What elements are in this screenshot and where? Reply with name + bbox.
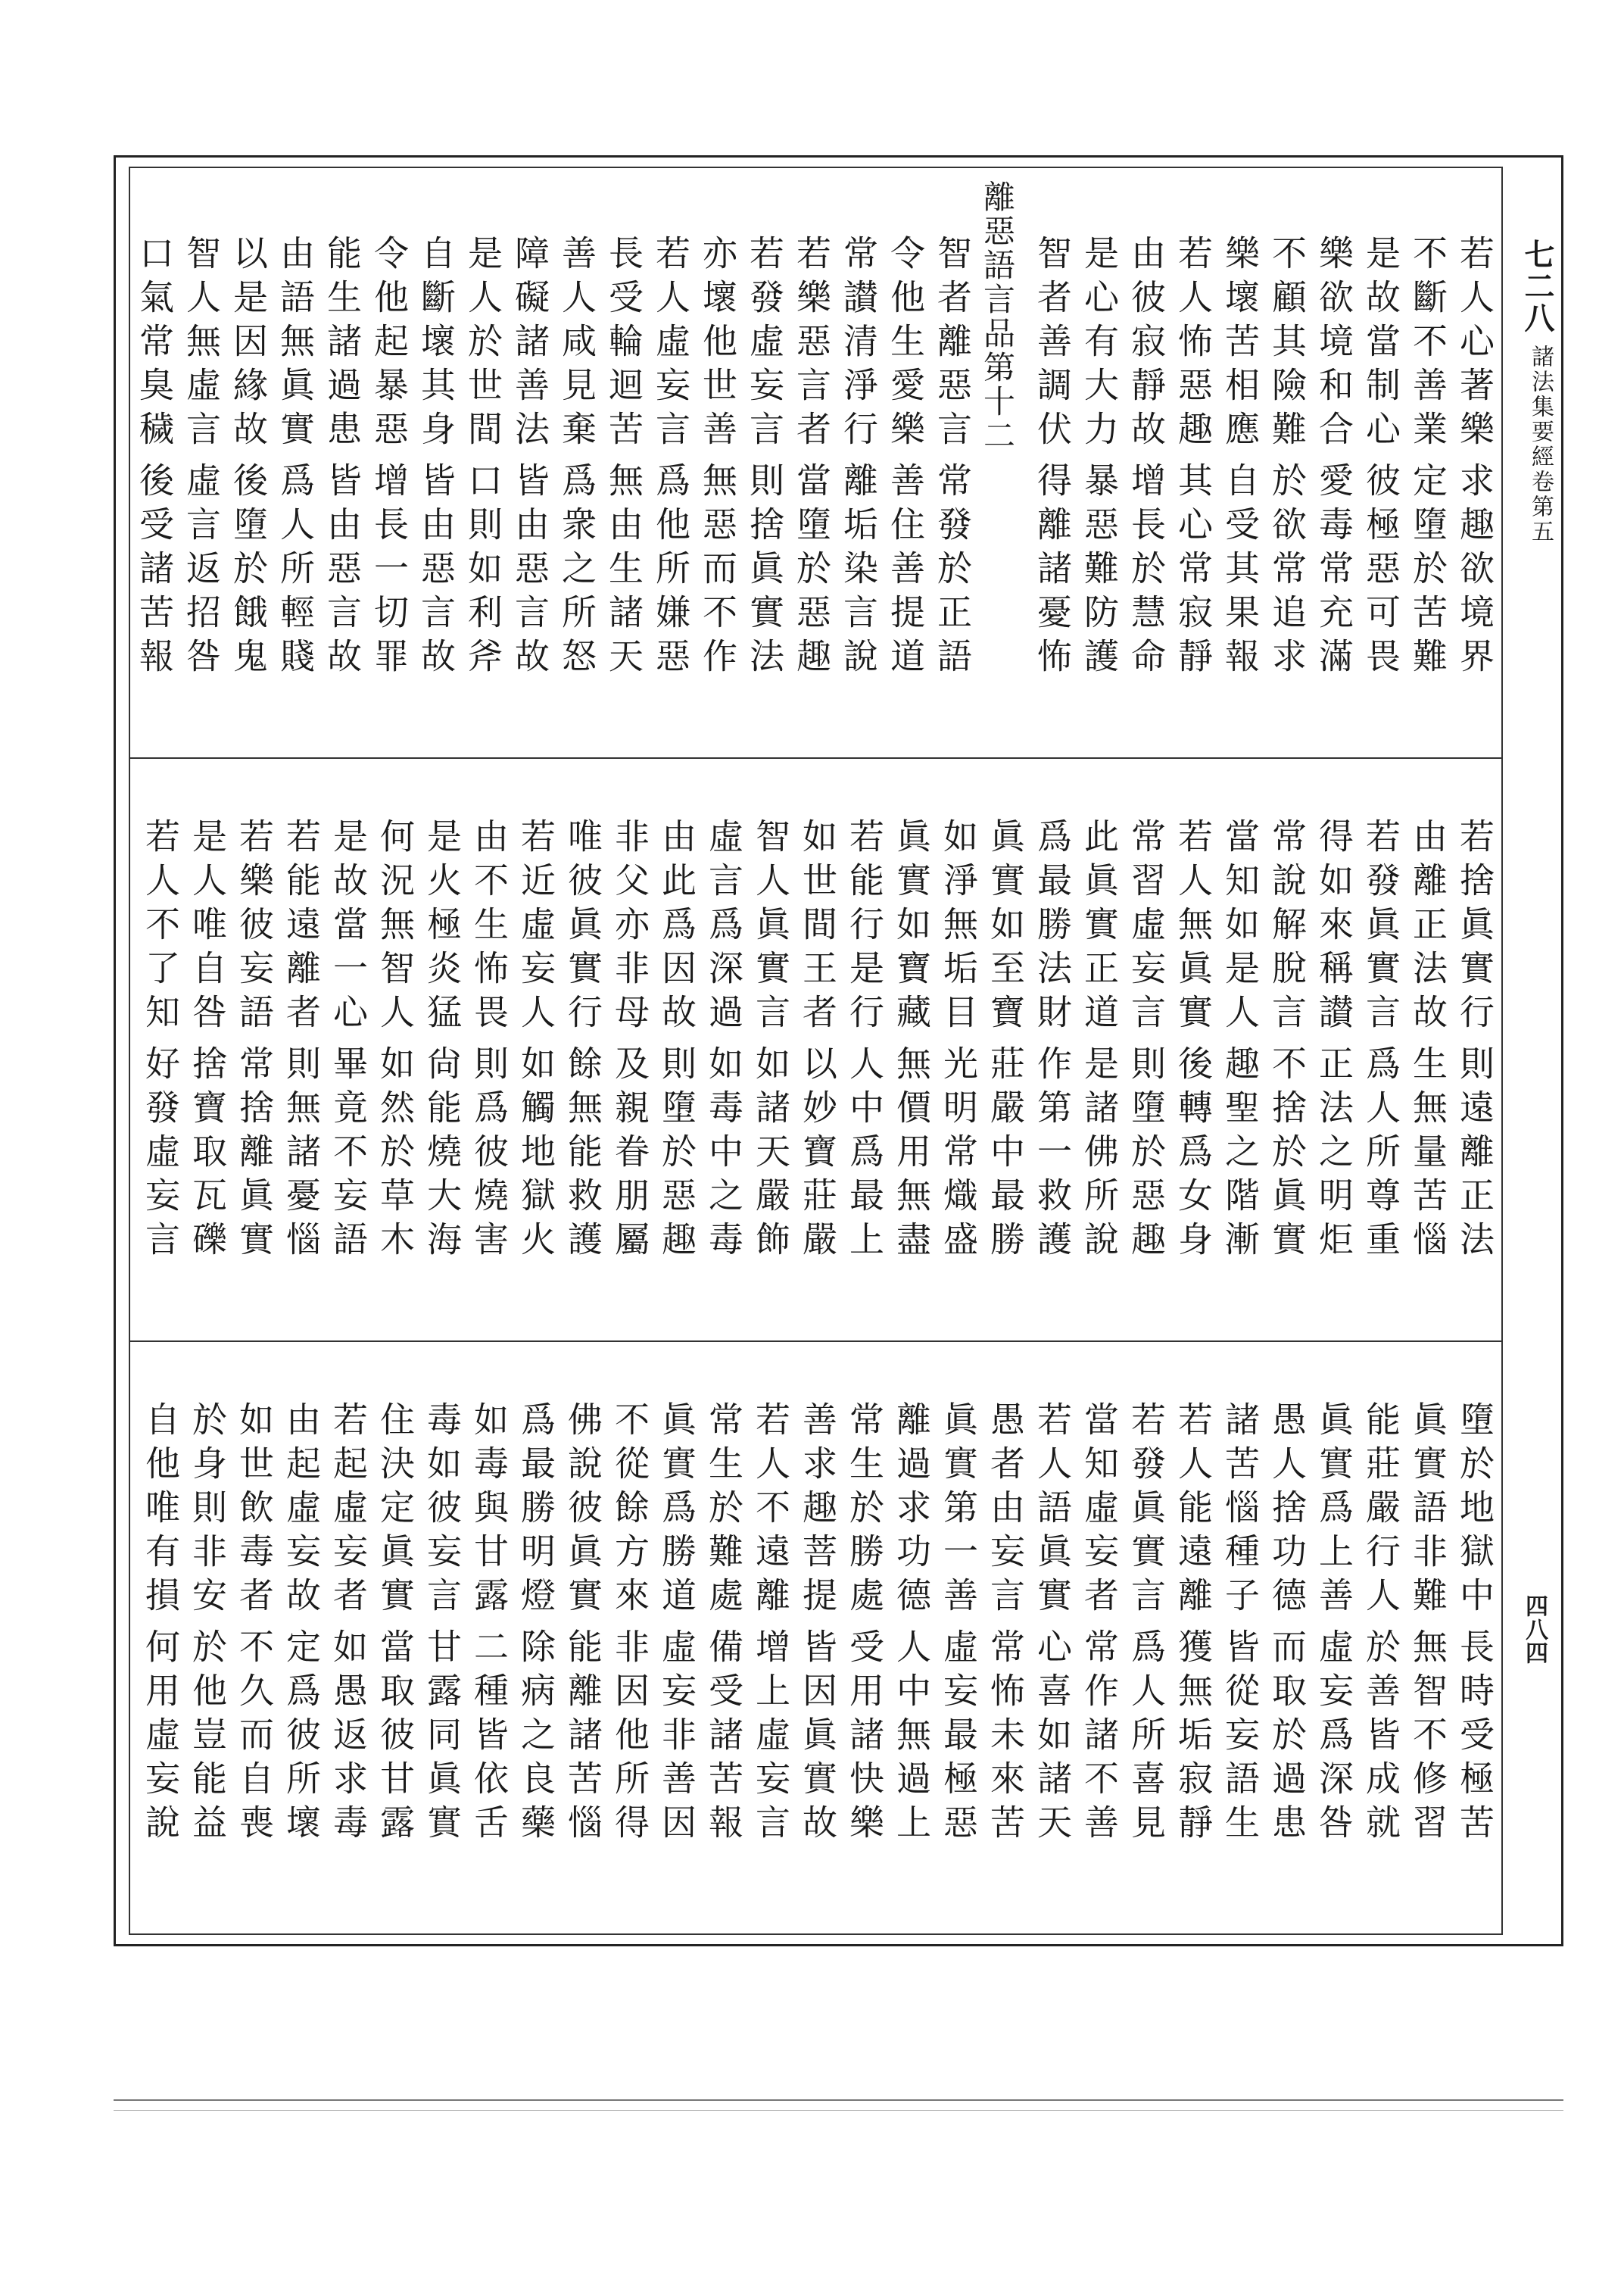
verse-upper-line: 由不生怖畏 [469, 818, 510, 1038]
verse-lower-line: 備受諸苦報 [703, 1628, 744, 1848]
verse-upper-line: 不斷不善業 [1407, 235, 1448, 454]
verse-upper-line: 若近虛妄人 [516, 818, 556, 1038]
verse-upper-line: 非父亦非母 [609, 818, 650, 1038]
verse-lower-line: 常發於正語 [932, 462, 973, 682]
verse-lower-line: 則墮於惡趣 [1126, 1045, 1167, 1265]
verse-upper-line: 以是因緣故 [228, 235, 269, 454]
verse-upper-line: 眞實爲勝道 [656, 1401, 697, 1621]
verse-upper-line: 是人唯自咎 [187, 818, 228, 1038]
verse-lower-line: 如然於草木 [375, 1045, 416, 1265]
verse-lower-line: 甘露同眞實 [422, 1628, 463, 1848]
verse-upper-line: 由起虛妄故 [281, 1401, 322, 1621]
verse-upper-line: 不從餘方來 [609, 1401, 650, 1621]
verse-lower-line: 無智不修習 [1407, 1628, 1448, 1848]
verse-lower-line: 定爲彼所壞 [281, 1628, 322, 1848]
verse-lower-line: 受用諸快樂 [844, 1628, 885, 1848]
verse-upper-line: 唯彼眞實行 [563, 818, 603, 1038]
verse-upper-line: 常習虛妄言 [1126, 818, 1167, 1038]
verse-lower-line: 增長於慧命 [1126, 462, 1167, 682]
verse-upper-line: 智者離惡言 [932, 235, 973, 454]
verse-lower-line: 於他豈能益 [187, 1628, 228, 1848]
verse-lower-line: 無由生諸天 [603, 462, 644, 682]
verse-upper-line: 常說解脫言 [1267, 818, 1308, 1038]
bottom-rule-thin [114, 2110, 1563, 2111]
verse-lower-line: 光明常熾盛 [938, 1045, 979, 1265]
verse-lower-line: 不久而自喪 [234, 1628, 275, 1848]
verse-upper-line: 當知虛妄者 [1079, 1401, 1120, 1621]
verse-upper-line: 得如來稱讃 [1314, 818, 1354, 1038]
verse-upper-line: 若樂彼妄語 [234, 818, 275, 1038]
verse-lower-line: 自受其果報 [1220, 462, 1261, 682]
verse-upper-line: 由此爲因故 [656, 818, 697, 1038]
verse-lower-line: 口則如利斧 [463, 462, 503, 682]
verse-upper-line: 如世飲毒者 [234, 1401, 275, 1621]
chapter-title: 離惡語言品第十二 [979, 180, 1016, 453]
verse-upper-line: 口氣常臭穢 [134, 235, 175, 454]
bottom-rule [114, 2099, 1563, 2101]
verse-lower-line: 心喜如諸天 [1032, 1628, 1073, 1848]
verse-upper-line: 由語無眞實 [275, 235, 316, 454]
verse-lower-line: 暴惡難防護 [1079, 462, 1120, 682]
verse-upper-line: 是心有大力 [1079, 235, 1120, 454]
verse-upper-line: 自斷壞其身 [416, 235, 457, 454]
folio-mark: 四八四 [1521, 1594, 1548, 1665]
verse-lower-line: 則無諸憂惱 [281, 1045, 322, 1265]
verse-upper-line: 常生於勝處 [844, 1401, 885, 1621]
verse-lower-line: 則爲彼燒害 [469, 1045, 510, 1265]
verse-lower-line: 則捨眞實法 [744, 462, 785, 682]
verse-upper-line: 是人於世間 [463, 235, 503, 454]
verse-lower-line: 除病之良藥 [516, 1628, 556, 1848]
verse-upper-line: 令他生愛樂 [885, 235, 926, 454]
verse-upper-line: 能莊嚴行人 [1361, 1401, 1401, 1621]
verse-upper-line: 眞實第一善 [938, 1401, 979, 1621]
verse-lower-line: 爲人所喜見 [1126, 1628, 1167, 1848]
verse-upper-line: 長受輪迴苦 [603, 235, 644, 454]
verse-upper-line: 若發眞實言 [1361, 818, 1401, 1038]
verse-upper-line: 能生諸過患 [322, 235, 363, 454]
verse-upper-line: 若能行是行 [844, 818, 885, 1038]
verse-upper-line: 亦壞他世善 [697, 235, 738, 454]
verse-lower-line: 爲衆之所怒 [556, 462, 597, 682]
verse-lower-line: 以妙寶莊嚴 [797, 1045, 838, 1265]
verse-lower-line: 作第一救護 [1032, 1045, 1073, 1265]
verse-lower-line: 則遠離正法 [1454, 1045, 1495, 1265]
verse-lower-line: 虛妄爲深咎 [1314, 1628, 1354, 1848]
verse-lower-line: 常捨離眞實 [234, 1045, 275, 1265]
verse-upper-line: 爲最勝明燈 [516, 1401, 556, 1621]
verse-upper-line: 若能遠離者 [281, 818, 322, 1038]
verse-lower-line: 皆由惡言故 [322, 462, 363, 682]
verse-upper-line: 自他唯有損 [140, 1401, 181, 1621]
verse-lower-line: 愛毒常充滿 [1314, 462, 1354, 682]
verse-upper-line: 如淨無垢目 [938, 818, 979, 1038]
verse-upper-line: 若人心著樂 [1454, 235, 1495, 454]
verse-lower-line: 捨寶取瓦礫 [187, 1045, 228, 1265]
verse-upper-line: 爲最勝法財 [1032, 818, 1073, 1038]
verse-lower-line: 離垢染言說 [838, 462, 879, 682]
verse-upper-line: 若人虛妄言 [650, 235, 691, 454]
verse-upper-line: 樂壞苦相應 [1220, 235, 1261, 454]
verse-lower-line: 爲人所輕賤 [275, 462, 316, 682]
verse-lower-line: 當取彼甘露 [375, 1628, 416, 1848]
verse-upper-line: 佛說彼眞實 [563, 1401, 603, 1621]
verse-upper-line: 如毒與甘露 [469, 1401, 510, 1621]
verse-upper-line: 墮於地獄中 [1454, 1401, 1495, 1621]
verse-lower-line: 增上虛妄言 [750, 1628, 791, 1848]
verse-upper-line: 諸苦惱種子 [1220, 1401, 1261, 1621]
verse-upper-line: 若發眞實言 [1126, 1401, 1167, 1621]
verse-lower-line: 長時受極苦 [1454, 1628, 1495, 1848]
verse-lower-line: 得離諸憂怖 [1032, 462, 1073, 682]
verse-upper-line: 此眞實正道 [1079, 818, 1120, 1038]
verse-lower-line: 畢竟不妄語 [328, 1045, 369, 1265]
verse-upper-line: 虛言爲深過 [703, 818, 744, 1038]
verse-lower-line: 非因他所得 [609, 1628, 650, 1848]
verse-lower-line: 好發虛妄言 [140, 1045, 181, 1265]
verse-lower-line: 如愚返求毒 [328, 1628, 369, 1848]
verse-lower-line: 彼極惡可畏 [1361, 462, 1401, 682]
verse-lower-line: 無惡而不作 [697, 462, 738, 682]
verse-lower-line: 莊嚴中最勝 [985, 1045, 1026, 1265]
verse-upper-line: 令他起暴惡 [369, 235, 410, 454]
verse-lower-line: 皆由惡言故 [510, 462, 550, 682]
verse-upper-line: 毒如彼妄言 [422, 1401, 463, 1621]
verse-upper-line: 樂欲境和合 [1314, 235, 1354, 454]
verse-upper-line: 眞實如至寶 [985, 818, 1026, 1038]
verse-lower-line: 虛妄非善因 [656, 1628, 697, 1848]
verse-lower-line: 如諸天嚴飾 [750, 1045, 791, 1265]
verse-upper-line: 障礙諸善法 [510, 235, 550, 454]
verse-lower-line: 能離諸苦惱 [563, 1628, 603, 1848]
verse-lower-line: 虛言返招咎 [181, 462, 222, 682]
verse-upper-line: 不顧其險難 [1267, 235, 1308, 454]
verse-upper-line: 眞實語非難 [1407, 1401, 1448, 1621]
verse-lower-line: 是諸佛所說 [1079, 1045, 1120, 1265]
verse-lower-line: 後墮於餓鬼 [228, 462, 269, 682]
verse-lower-line: 餘無能救護 [563, 1045, 603, 1265]
verse-upper-line: 若起虛妄者 [328, 1401, 369, 1621]
verse-upper-line: 眞實爲上善 [1314, 1401, 1354, 1621]
verse-upper-line: 當知如是人 [1220, 818, 1261, 1038]
verse-lower-line: 則墮於惡趣 [656, 1045, 697, 1265]
verse-upper-line: 何況無智人 [375, 818, 416, 1038]
verse-lower-line: 趣聖之階漸 [1220, 1045, 1261, 1265]
verse-lower-line: 於善皆成就 [1361, 1628, 1401, 1848]
verse-upper-line: 是故當制心 [1361, 235, 1401, 454]
verse-lower-line: 生無量苦惱 [1407, 1045, 1448, 1265]
verse-lower-line: 後受諸苦報 [134, 462, 175, 682]
verse-upper-line: 若人不遠離 [750, 1401, 791, 1621]
verse-lower-line: 爲他所嫌惡 [650, 462, 691, 682]
verse-lower-line: 及親眷朋屬 [609, 1045, 650, 1265]
verse-lower-line: 善住善提道 [885, 462, 926, 682]
verse-upper-line: 若樂惡言者 [791, 235, 832, 454]
section-divider-1 [129, 757, 1503, 759]
verse-upper-line: 是故當一心 [328, 818, 369, 1038]
verse-lower-line: 增長一切罪 [369, 462, 410, 682]
verse-lower-line: 何用虛妄說 [140, 1628, 181, 1848]
verse-upper-line: 常生於難處 [703, 1401, 744, 1621]
verse-lower-line: 於欲常追求 [1267, 462, 1308, 682]
verse-upper-line: 於身則非安 [187, 1401, 228, 1621]
verse-lower-line: 常作諸不善 [1079, 1628, 1120, 1848]
verse-lower-line: 人中爲最上 [844, 1045, 885, 1265]
verse-lower-line: 常怖未來苦 [985, 1628, 1026, 1848]
verse-lower-line: 尙能燒大海 [422, 1045, 463, 1265]
verse-upper-line: 若人能遠離 [1173, 1401, 1214, 1621]
verse-lower-line: 無價用無盡 [891, 1045, 932, 1265]
verse-lower-line: 後轉爲女身 [1173, 1045, 1214, 1265]
verse-upper-line: 由離正法故 [1407, 818, 1448, 1038]
verse-upper-line: 智者善調伏 [1032, 235, 1073, 454]
verse-lower-line: 當墮於惡趣 [791, 462, 832, 682]
verse-lower-line: 其心常寂靜 [1173, 462, 1214, 682]
verse-upper-line: 若人怖惡趣 [1173, 235, 1214, 454]
section-divider-2 [129, 1340, 1503, 1342]
verse-lower-line: 人中無過上 [891, 1628, 932, 1848]
verse-lower-line: 獲無垢寂靜 [1173, 1628, 1214, 1848]
verse-lower-line: 定墮於苦難 [1407, 462, 1448, 682]
verse-lower-line: 而取於過患 [1267, 1628, 1308, 1848]
verse-upper-line: 是火極炎猛 [422, 818, 463, 1038]
page-number: 七二八 [1520, 239, 1555, 334]
verse-lower-line: 虛妄最極惡 [938, 1628, 979, 1848]
verse-upper-line: 若人語眞實 [1032, 1401, 1073, 1621]
verse-lower-line: 正法之明炬 [1314, 1045, 1354, 1265]
verse-upper-line: 如世間王者 [797, 818, 838, 1038]
verse-lower-line: 皆從妄語生 [1220, 1628, 1261, 1848]
verse-upper-line: 智人無虛言 [181, 235, 222, 454]
verse-lower-line: 求趣欲境界 [1454, 462, 1495, 682]
verse-lower-line: 不捨於眞實 [1267, 1045, 1308, 1265]
verse-lower-line: 爲人所尊重 [1361, 1045, 1401, 1265]
verse-upper-line: 善求趣菩提 [797, 1401, 838, 1621]
verse-upper-line: 愚人捨功德 [1267, 1401, 1308, 1621]
verse-upper-line: 住決定眞實 [375, 1401, 416, 1621]
verse-upper-line: 由彼寂靜故 [1126, 235, 1167, 454]
verse-upper-line: 眞實如寶藏 [891, 818, 932, 1038]
verse-upper-line: 智人眞實言 [750, 818, 791, 1038]
verse-lower-line: 皆因眞實故 [797, 1628, 838, 1848]
book-title: 諸法集要經卷第五 [1527, 345, 1554, 545]
verse-upper-line: 若人不了知 [140, 818, 181, 1038]
verse-upper-line: 離過求功德 [891, 1401, 932, 1621]
verse-upper-line: 善人咸見棄 [556, 235, 597, 454]
verse-lower-line: 二種皆依舌 [469, 1628, 510, 1848]
verse-upper-line: 若發虛妄言 [744, 235, 785, 454]
verse-lower-line: 如觸地獄火 [516, 1045, 556, 1265]
verse-lower-line: 皆由惡言故 [416, 462, 457, 682]
verse-upper-line: 若捨眞實行 [1454, 818, 1495, 1038]
verse-lower-line: 如毒中之毒 [703, 1045, 744, 1265]
verse-upper-line: 常讃清淨行 [838, 235, 879, 454]
verse-upper-line: 愚者由妄言 [985, 1401, 1026, 1621]
verse-upper-line: 若人無眞實 [1173, 818, 1214, 1038]
